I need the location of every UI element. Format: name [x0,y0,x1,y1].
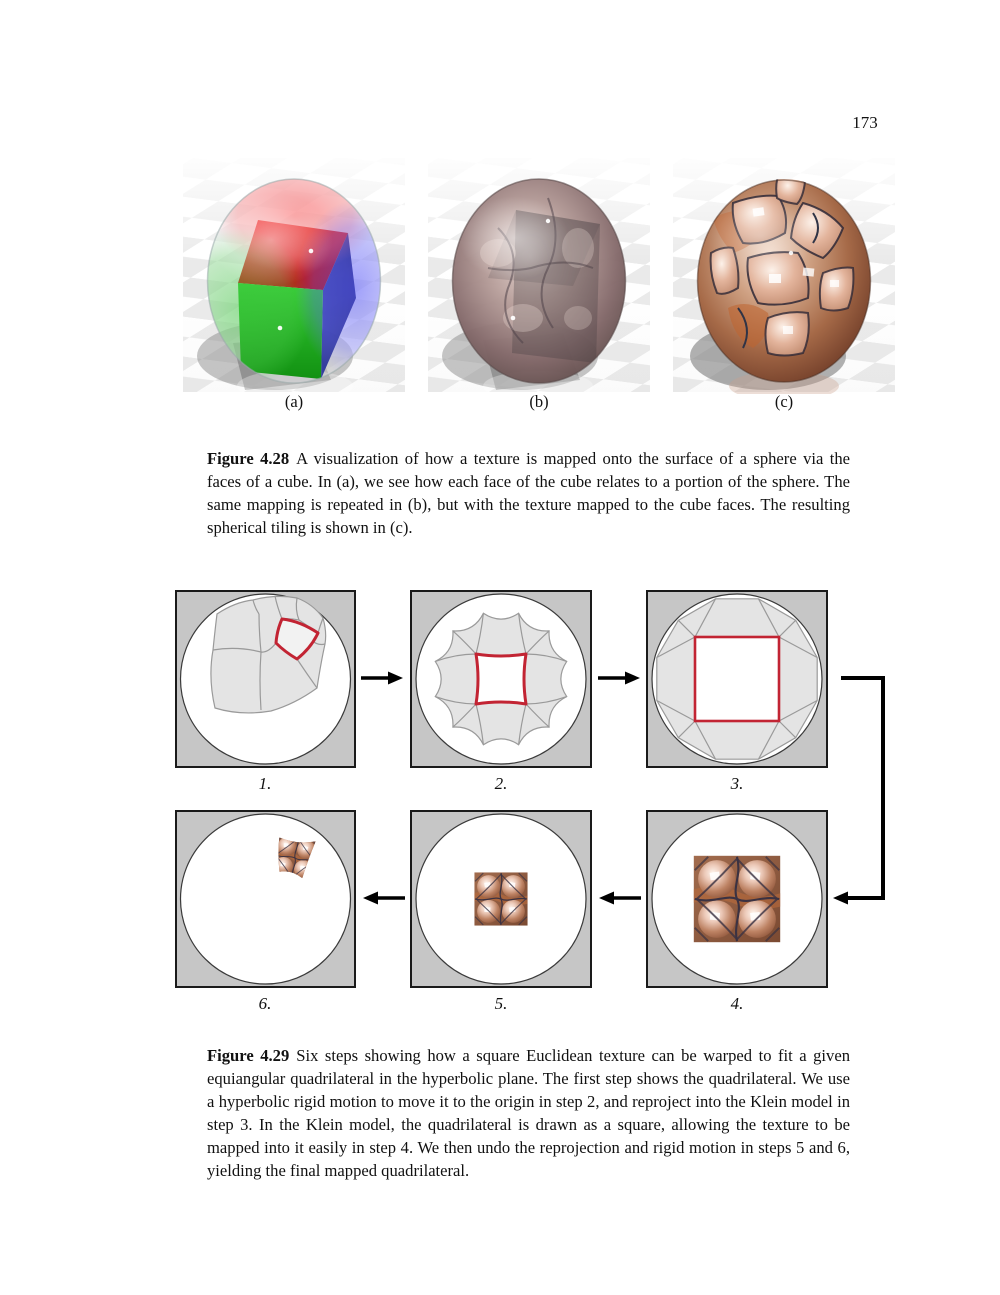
highlight-dot [278,326,283,331]
figure-428-caption-text: A visualization of how a texture is mapped onto the surface of a sphere via the faces of a cube. In (a), we see how each face of the cube relates to a portion of the sphere. The same mapping is repeated in (b), but with the texture mapped to the cube faces. The resulting spherical tiling is shown in (c). [207,449,851,537]
window-glint [830,280,839,287]
poincare-disk [181,814,351,984]
texture-square [694,856,780,942]
highlight-dot [546,219,550,223]
step-label-1: 1. [258,774,272,793]
step-label-4: 4. [730,994,744,1013]
figure-429-caption [207,1044,850,1182]
arrow-right-icon [361,672,403,685]
arrow-right-icon [598,672,640,685]
shiny-plate [820,268,854,311]
disk-panel-6 [176,811,355,987]
sphere-panel-b [428,158,650,394]
step-label-5: 5. [494,994,508,1013]
figure-428-caption-label: Figure 4.28 [207,449,290,468]
elbow-arrow-icon [833,678,883,905]
highlight-dot [511,316,516,321]
texture-square-small [474,872,527,925]
highlighted-square [695,637,779,721]
sphere-panel-a [183,158,415,394]
arrow-left-icon [599,892,641,905]
disk-panel-3 [647,591,827,767]
window-glint [783,326,793,334]
step-label-3: 3. [730,774,744,793]
disk-panel-1 [176,591,355,767]
page-number: 173 [852,113,878,132]
panel-label-b: (b) [529,392,549,411]
window-glint [803,267,815,276]
highlight-dot [309,249,314,254]
figure-428-caption [207,447,850,539]
light-patch [503,304,543,332]
figure-429-diagram [175,588,887,1018]
highlighted-quadrilateral [476,654,526,704]
step-label-6: 6. [258,994,272,1013]
step-label-2: 2. [494,774,508,793]
disk-panel-4 [647,811,827,987]
disk-panel-2 [411,591,591,767]
figure-429-caption-label: Figure 4.29 [207,1046,290,1065]
sphere-panel-c [673,158,895,394]
disk-panel-5 [411,811,591,987]
figure-429-caption-text: Six steps showing how a square Euclidean texture can be warped to fit a given equiangular quadrilateral in the hyperbolic plane. The first step shows the quadrilateral. We use a hyperbolic rigid motion to move it to the origin in step 2, and reproject into the Klein model in step 3. In the Klein model, the quadrilateral is drawn as a square, allowing the texture to be mapped into it easily in step 4. We then undo the reprojection and rigid motion in steps 5 and 6, yielding the final mapped quadrilateral. [207,1046,850,1180]
light-patch [564,306,592,330]
panel-label-c: (c) [774,392,794,411]
highlight-dot [789,251,793,255]
arrow-left-icon [363,892,405,905]
panel-label-a: (a) [284,392,304,411]
figure-428-images [183,158,900,394]
